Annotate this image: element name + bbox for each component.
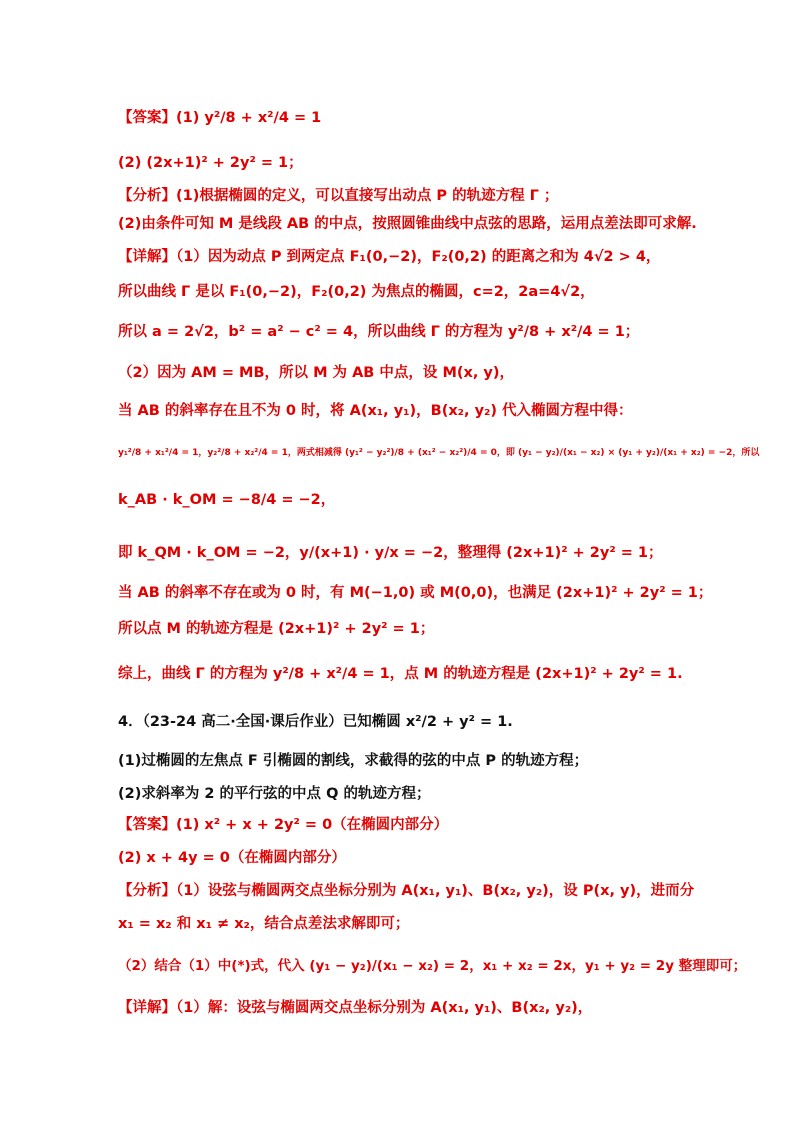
q4-analysis-line-3: （2）结合（1）中(*)式，代入 (y₁ − y₂)/(x₁ − x₂) = 2，x₁ + x₂ = 2x，y₁ + y₂ = 2y 整理即可； [118,958,747,974]
question-4-title: 4．（23-24 高二·全国·课后作业）已知椭圆 x²/2 + y² = 1. [118,714,513,730]
detail-line-6: y₁²/8 + x₁²/4 = 1，y₂²/8 + x₂²/4 = 1，两式相减得 (y₁² − y₂²)/8 + (x₁² − x₂²)/4 = 0，即 (y₁ − y₂)/(x₁ − x₂) × (y₁ + y₂)/(x₁ + x₂) = −2，所以 [118,448,760,458]
q4-answer-line-2: (2) x + 4y = 0（在椭圆内部分） [118,850,346,866]
detail-line-5: 当 AB 的斜率存在且不为 0 时，将 A(x₁, y₁)，B(x₂, y₂) 代入椭圆方程中得： [118,403,633,419]
detail-line-3: 所以 a = 2√2，b² = a² − c² = 4，所以曲线 Γ 的方程为 y²/8 + x²/4 = 1； [118,324,640,340]
detail-line-8: 即 k_QM · k_OM = −2，y/(x+1) · y/x = −2，整理得 (2x+1)² + 2y² = 1； [118,545,663,561]
detail-line-4: （2）因为 AM = MB，所以 M 为 AB 中点，设 M(x, y)， [118,365,515,381]
answer-line-1: 【答案】(1) y²/8 + x²/4 = 1 [118,110,322,126]
analysis-line-1: 【分析】(1)根据椭圆的定义，可以直接写出动点 P 的轨迹方程 Γ ； [118,188,559,204]
detail-line-2: 所以曲线 Γ 是以 F₁(0,−2)，F₂(0,2) 为焦点的椭圆，c=2，2a=4√2， [118,284,595,300]
answer-line-2: (2) (2x+1)² + 2y² = 1； [118,155,303,171]
q4-detail-line-1: 【详解】（1）解：设弦与椭圆两交点坐标分别为 A(x₁, y₁)、B(x₂, y₂)， [118,1000,593,1016]
question-4-part-1: (1)过椭圆的左焦点 F 引椭圆的割线，求截得的弦的中点 P 的轨迹方程； [118,753,589,769]
detail-line-7: k_AB · k_OM = −8/4 = −2， [118,492,336,508]
detail-conclusion: 综上，曲线 Γ 的方程为 y²/8 + x²/4 = 1，点 M 的轨迹方程是 (2x+1)² + 2y² = 1. [118,666,683,682]
detail-line-1: 【详解】（1）因为动点 P 到两定点 F₁(0,−2)，F₂(0,2) 的距离之和为 4√2 > 4， [118,249,661,265]
q4-analysis-line-2: x₁ = x₂ 和 x₁ ≠ x₂，结合点差法求解即可； [118,916,410,932]
detail-line-10: 所以点 M 的轨迹方程是 (2x+1)² + 2y² = 1； [118,621,435,637]
analysis-line-2: (2)由条件可知 M 是线段 AB 的中点，按照圆锥曲线中点弦的思路，运用点差法即可求解. [118,216,697,232]
question-4-part-2: (2)求斜率为 2 的平行弦的中点 Q 的轨迹方程； [118,786,431,802]
detail-line-9: 当 AB 的斜率不存在或为 0 时，有 M(−1,0) 或 M(0,0)，也满足 (2x+1)² + 2y² = 1； [118,585,713,601]
q4-analysis-line-1: 【分析】（1）设弦与椭圆两交点坐标分别为 A(x₁, y₁)、B(x₂, y₂)，设 P(x, y)，进而分 [118,883,695,899]
q4-answer-line-1: 【答案】(1) x² + x + 2y² = 0（在椭圆内部分） [118,817,449,833]
